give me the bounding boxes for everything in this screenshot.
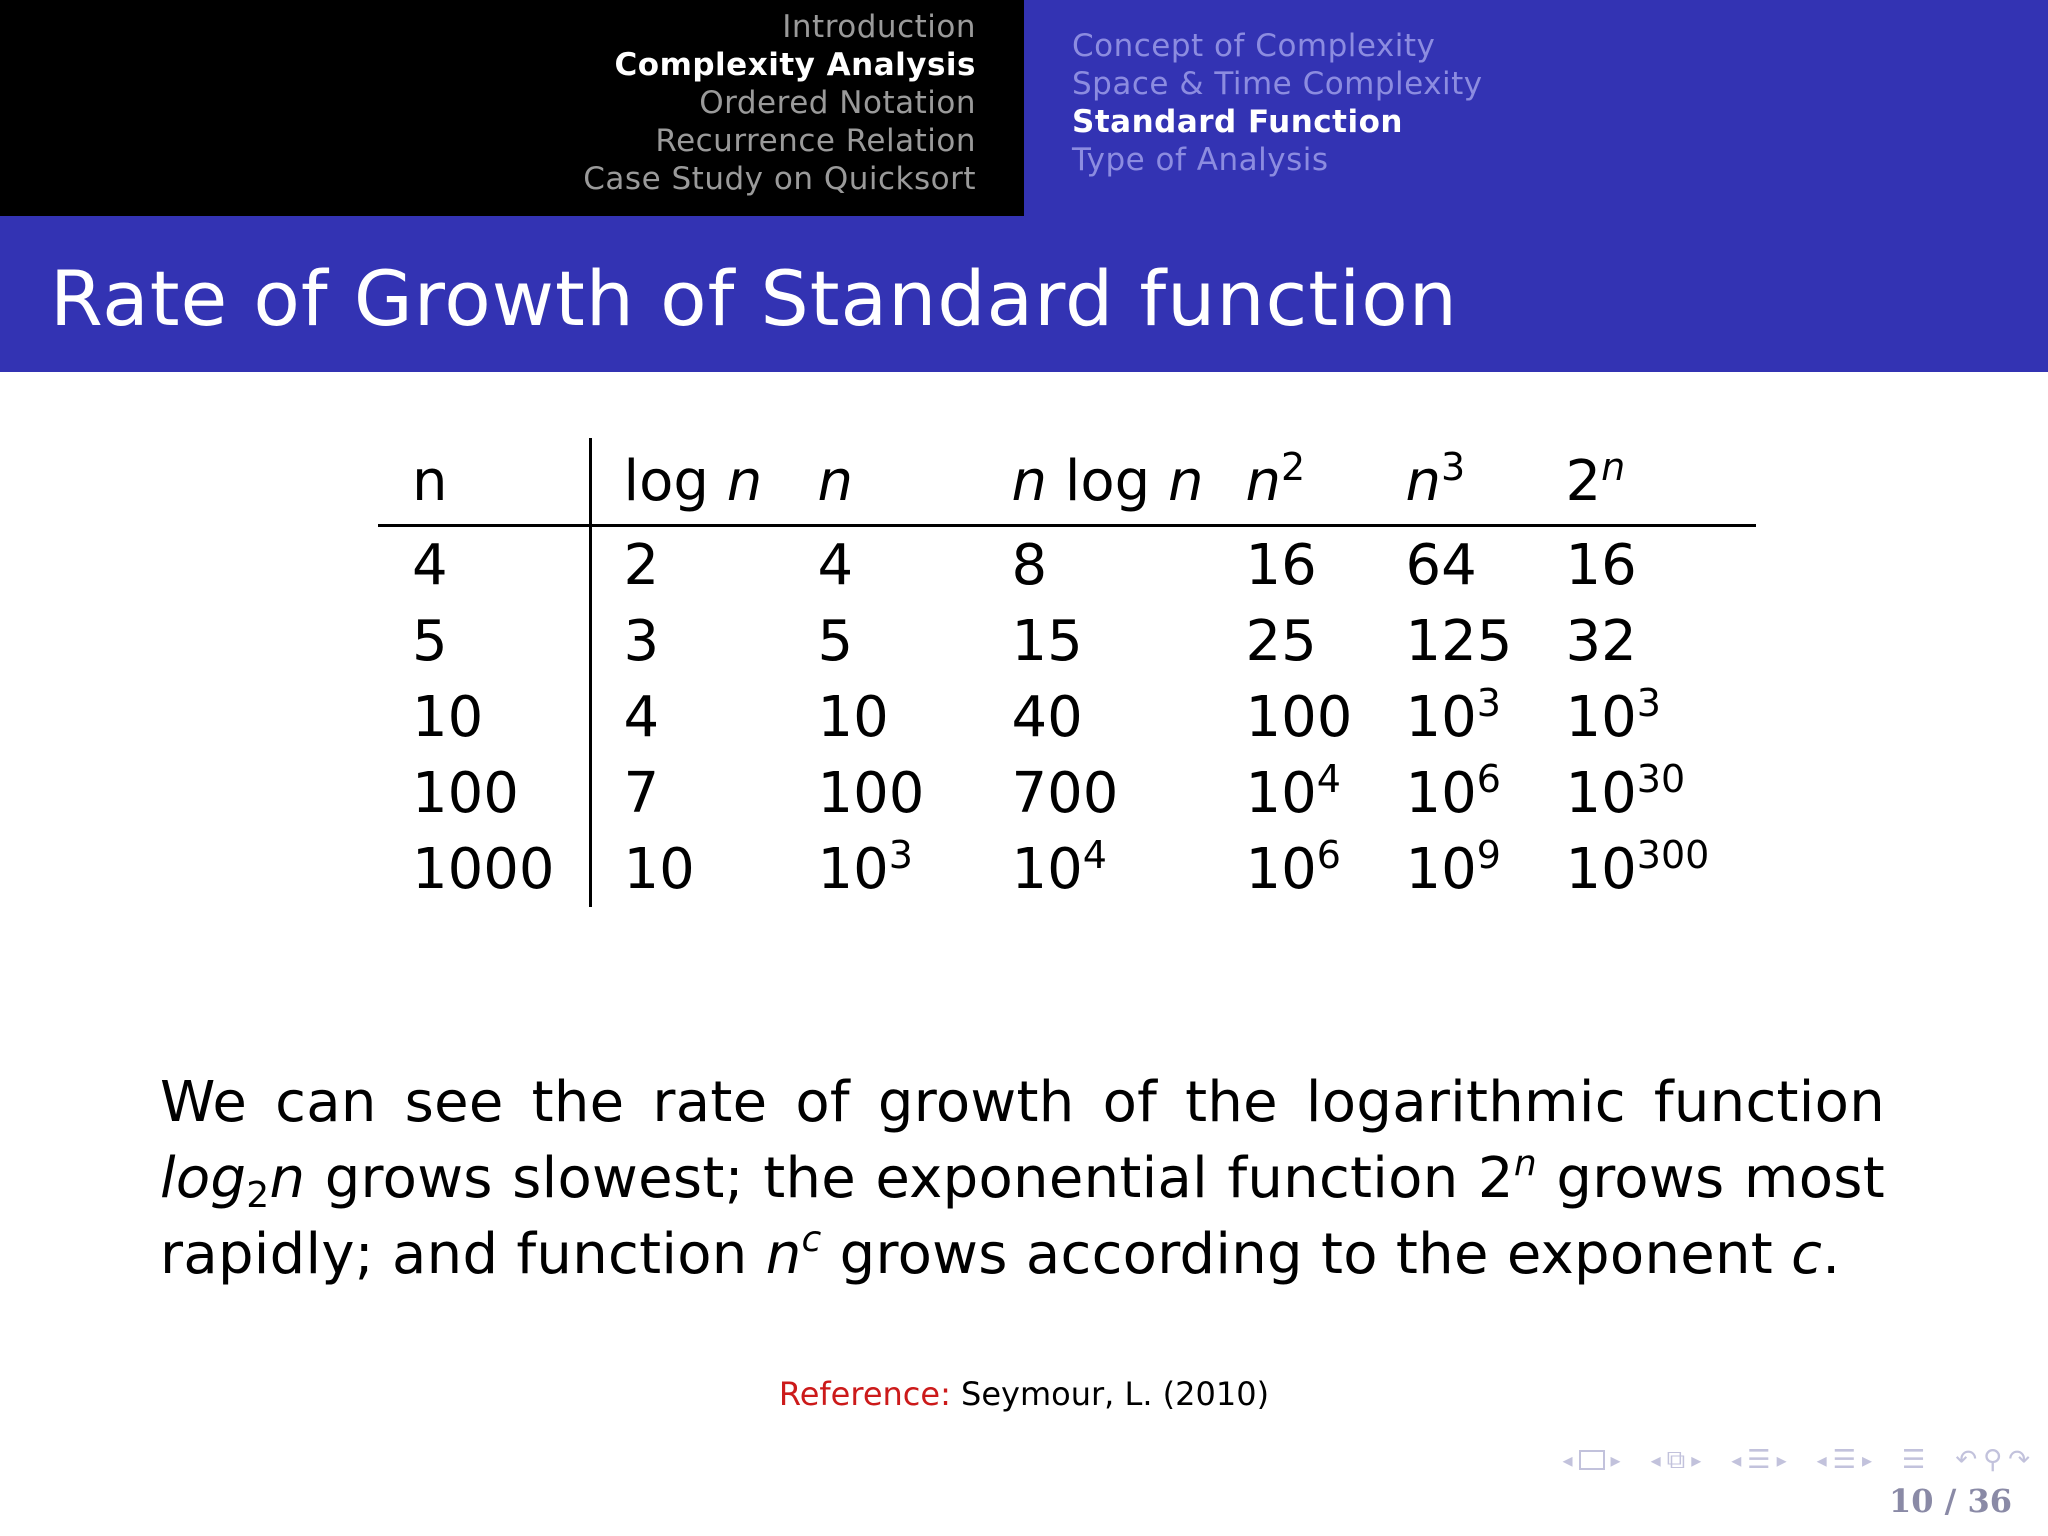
summary-c-var: c: [1791, 1222, 1823, 1287]
cell-n-squared: [1212, 603, 1372, 679]
cell-n-log-n: [978, 679, 1212, 755]
subsection-navigation: [1024, 0, 2048, 216]
table-row: [378, 526, 1756, 604]
cell-base: 100: [1245, 684, 1353, 750]
cell-n-squared: [1212, 755, 1372, 831]
search-nav-group[interactable]: [1955, 1445, 2030, 1475]
cell-linear: [784, 679, 978, 755]
header-n2-base: n: [1245, 448, 1282, 514]
cell-base: 5: [817, 608, 854, 674]
header-linear-var: n: [817, 448, 854, 514]
subsection-list: [1072, 27, 1483, 179]
subsection-icon[interactable]: ⧉: [1666, 1444, 1686, 1475]
cell-n: 100: [412, 760, 519, 826]
document-nav-group[interactable]: [1817, 1445, 1872, 1475]
summary-text-1: We can see the rate of growth of the logarithmic function: [160, 1070, 1885, 1135]
header-n-log-n: [978, 438, 1212, 526]
nav-section-ordered-notation[interactable]: Ordered Notation: [699, 85, 976, 121]
growth-rate-table: [378, 438, 1756, 907]
cell-exp: 3: [1636, 680, 1661, 725]
cell-exp: 6: [1476, 756, 1501, 801]
summary-nc-sup: c: [801, 1219, 822, 1260]
cell-n: 10: [412, 684, 484, 750]
cell-log: 10: [590, 831, 784, 907]
cell-exp: 6: [1316, 832, 1341, 877]
header-n-squared: [1212, 438, 1372, 526]
frame-icon[interactable]: [1579, 1450, 1605, 1470]
section-icon[interactable]: ☰: [1747, 1445, 1771, 1475]
cell-base: 16: [1245, 532, 1317, 598]
cell-exp: 300: [1636, 832, 1710, 877]
cell-base: 10: [1565, 836, 1637, 902]
reference-line: [0, 1374, 2048, 1414]
arrow-left-icon[interactable]: ◂: [1731, 1448, 1742, 1472]
cell-base: 25: [1245, 608, 1317, 674]
cell-exponential: [1532, 526, 1756, 604]
cell-n: 5: [412, 608, 448, 674]
cell-linear: [784, 831, 978, 907]
cell-n-log-n: [978, 526, 1212, 604]
cell-log: 2: [590, 526, 784, 604]
nav-subsection-space-time-complexity[interactable]: Space & Time Complexity: [1072, 66, 1483, 102]
cell-exp: 4: [1316, 756, 1341, 801]
reference-text: Seymour, L. (2010): [961, 1375, 1270, 1413]
nav-section-introduction[interactable]: Introduction: [782, 9, 976, 45]
cell-base: 10: [1245, 836, 1317, 902]
header-n3-exp: 3: [1441, 444, 1466, 489]
cell-n: 1000: [412, 836, 555, 902]
appendix-nav-group[interactable]: [1902, 1445, 1925, 1475]
forward-icon[interactable]: ↷: [2008, 1445, 2030, 1475]
cell-n-log-n: [978, 755, 1212, 831]
nav-section-complexity-analysis[interactable]: Complexity Analysis: [614, 47, 976, 83]
cell-exponential: [1532, 679, 1756, 755]
nav-section-case-study-quicksort[interactable]: Case Study on Quicksort: [583, 161, 976, 197]
cell-base: 40: [1011, 684, 1083, 750]
cell-base: 10: [1565, 684, 1637, 750]
cell-base: 10: [1565, 760, 1637, 826]
header-linear: [784, 438, 978, 526]
cell-exp: 3: [888, 832, 913, 877]
table-header-row: [378, 438, 1756, 526]
cell-exponential: [1532, 831, 1756, 907]
cell-base: 10: [817, 836, 889, 902]
header-nlog-var2: n: [1167, 448, 1204, 514]
cell-base: 10: [1405, 760, 1477, 826]
document-icon[interactable]: ☰: [1832, 1445, 1856, 1475]
cell-n-cubed: [1372, 603, 1532, 679]
cell-base: 700: [1011, 760, 1119, 826]
subsection-nav-group[interactable]: [1651, 1445, 1702, 1476]
cell-base: 4: [817, 532, 854, 598]
cell-base: 10: [1011, 836, 1083, 902]
header-n: [378, 438, 590, 526]
header-log-var: n: [726, 448, 763, 514]
cell-linear: [784, 526, 978, 604]
summary-nc-base: n: [765, 1222, 802, 1287]
summary-log-fn: log: [160, 1146, 247, 1211]
cell-n-squared: [1212, 831, 1372, 907]
arrow-right-icon[interactable]: ▸: [1862, 1448, 1873, 1472]
page-number: 10 / 36: [1888, 1482, 2012, 1520]
arrow-left-icon[interactable]: ◂: [1562, 1448, 1573, 1472]
nav-section-recurrence-relation[interactable]: Recurrence Relation: [655, 123, 976, 159]
frame-title-bar: [0, 216, 2048, 372]
cell-base: 16: [1565, 532, 1637, 598]
summary-text-5: .: [1822, 1222, 1841, 1287]
cell-log: 4: [590, 679, 784, 755]
cell-exp: 3: [1476, 680, 1501, 725]
summary-log-base: 2: [246, 1175, 270, 1216]
appendix-icon[interactable]: ☰: [1902, 1445, 1926, 1475]
frame-nav-group[interactable]: [1562, 1448, 1620, 1472]
nav-subsection-standard-function[interactable]: Standard Function: [1072, 104, 1403, 140]
search-icon[interactable]: ⚲: [1983, 1445, 2003, 1475]
summary-text-2: grows slowest; the exponential function 2: [305, 1146, 1514, 1211]
cell-base: 100: [817, 760, 925, 826]
cell-n-cubed: [1372, 679, 1532, 755]
cell-base: 10: [1245, 760, 1317, 826]
cell-n-cubed: [1372, 526, 1532, 604]
table-row: [378, 603, 1756, 679]
cell-n-log-n: [978, 603, 1212, 679]
reference-label: Reference:: [778, 1375, 951, 1413]
section-nav-group[interactable]: [1731, 1445, 1786, 1475]
nav-subsection-concept-of-complexity[interactable]: Concept of Complexity: [1072, 28, 1436, 64]
cell-log: 7: [590, 755, 784, 831]
nav-subsection-type-of-analysis[interactable]: Type of Analysis: [1072, 142, 1329, 178]
cell-exponential: [1532, 603, 1756, 679]
cell-exp: 30: [1636, 756, 1686, 801]
cell-base: 10: [1405, 684, 1477, 750]
header-exp-base: 2: [1565, 448, 1602, 514]
header-exp-exp: n: [1601, 444, 1626, 489]
cell-n-squared: [1212, 679, 1372, 755]
cell-n-squared: [1212, 526, 1372, 604]
header-n-label: n: [412, 448, 448, 514]
back-icon[interactable]: ↶: [1955, 1445, 1978, 1475]
arrow-right-icon[interactable]: ▸: [1776, 1448, 1787, 1472]
cell-base: 64: [1405, 532, 1477, 598]
summary-exp-sup: n: [1513, 1143, 1537, 1184]
cell-linear: [784, 755, 978, 831]
header-exponential: [1532, 438, 1756, 526]
summary-log-var: n: [269, 1146, 306, 1211]
header-log-fn: log: [623, 448, 709, 514]
table-row: [378, 755, 1756, 831]
cell-linear: [784, 603, 978, 679]
section-list: [583, 8, 976, 198]
section-navigation: [0, 0, 1024, 216]
header-nlog-fn: log: [1047, 448, 1168, 514]
table-row: [378, 679, 1756, 755]
summary-text-4: grows according to the exponent: [821, 1222, 1792, 1287]
slide-title: Rate of Growth of Standard function: [50, 254, 1458, 343]
cell-base: 10: [1405, 836, 1477, 902]
header-n3-base: n: [1405, 448, 1442, 514]
summary-paragraph: [160, 1065, 1885, 1293]
cell-n: 4: [412, 532, 448, 598]
cell-exp: 9: [1476, 832, 1501, 877]
arrow-left-icon[interactable]: ◂: [1816, 1448, 1827, 1472]
header-n-cubed: [1372, 438, 1532, 526]
arrow-left-icon[interactable]: ◂: [1650, 1448, 1661, 1472]
cell-n-cubed: [1372, 831, 1532, 907]
arrow-right-icon[interactable]: ▸: [1691, 1448, 1702, 1472]
summary-text-3: grows most rapidly; and function: [160, 1146, 1885, 1287]
cell-base: 10: [817, 684, 889, 750]
cell-n-cubed: [1372, 755, 1532, 831]
beamer-navigation-symbols: [1544, 1440, 2030, 1480]
cell-n-log-n: [978, 831, 1212, 907]
cell-base: 32: [1565, 608, 1637, 674]
cell-exponential: [1532, 755, 1756, 831]
cell-base: 15: [1011, 608, 1083, 674]
cell-base: 125: [1405, 608, 1513, 674]
table-row: [378, 831, 1756, 907]
header-log-n: [590, 438, 784, 526]
cell-log: 3: [590, 603, 784, 679]
header-n2-exp: 2: [1281, 444, 1306, 489]
cell-base: 8: [1011, 532, 1048, 598]
cell-exp: 4: [1082, 832, 1107, 877]
header-nlog-var1: n: [1011, 448, 1048, 514]
arrow-right-icon[interactable]: ▸: [1610, 1448, 1621, 1472]
